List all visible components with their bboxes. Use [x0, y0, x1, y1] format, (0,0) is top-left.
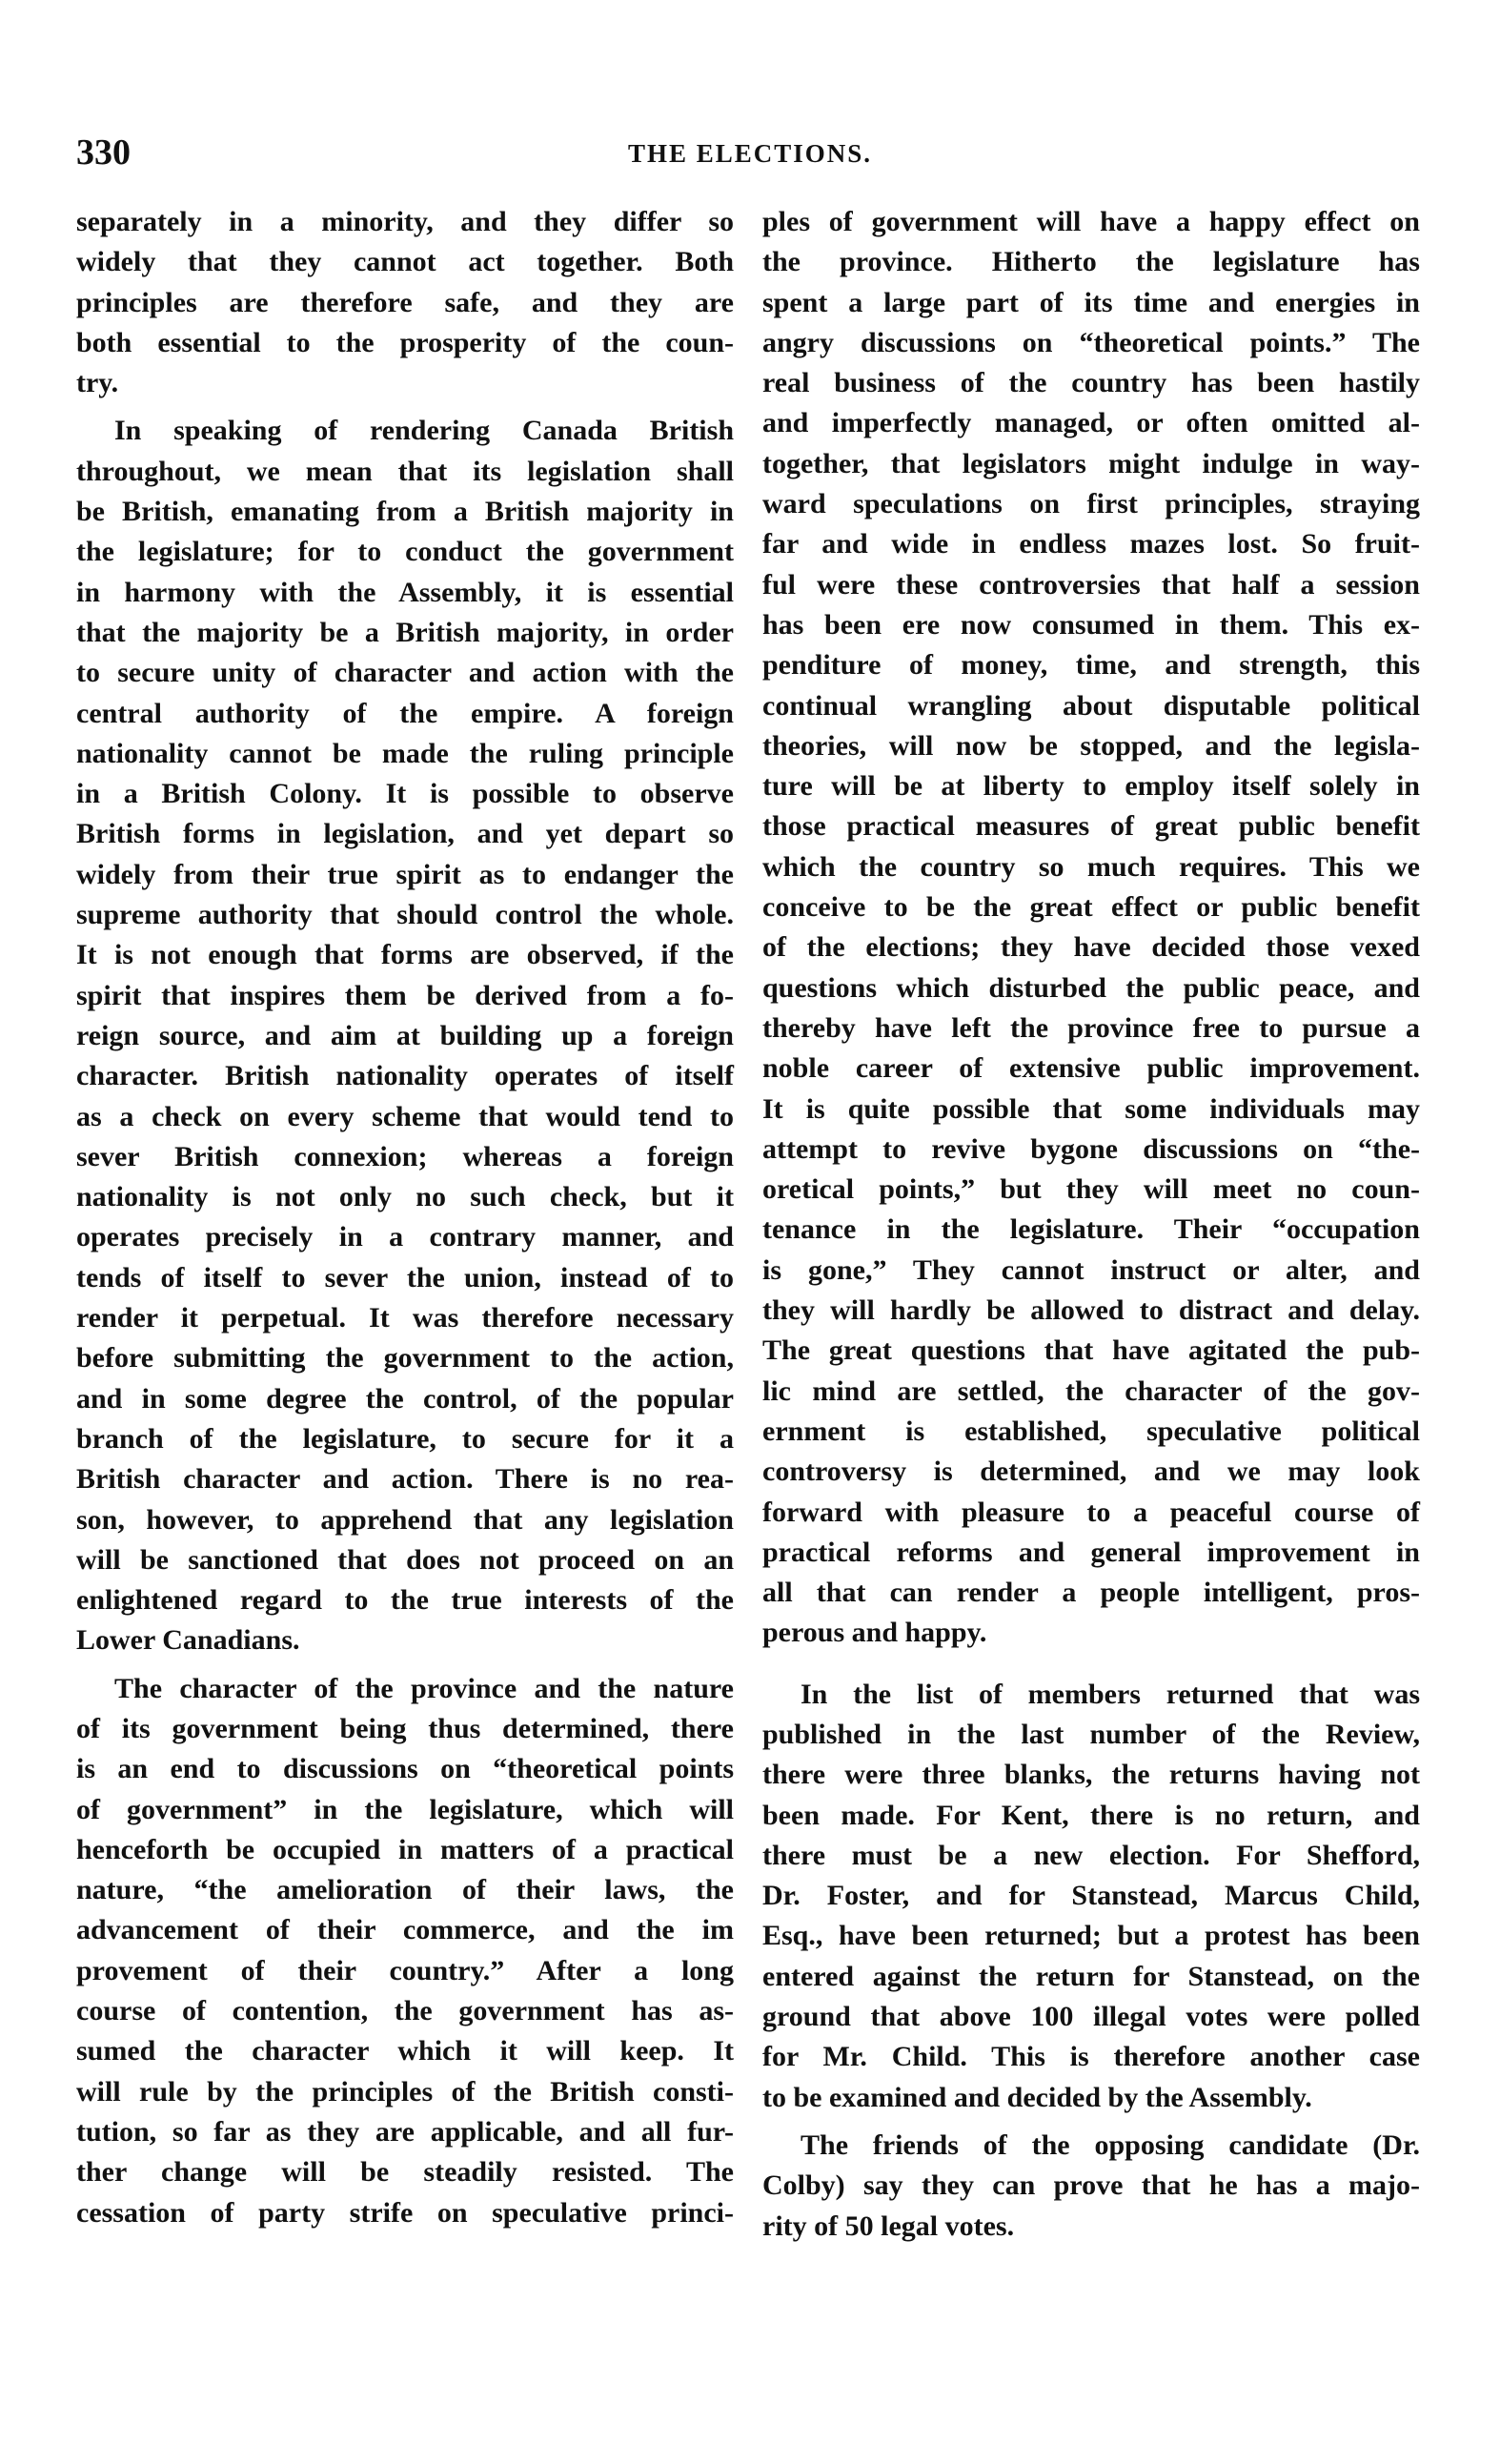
text-line: spent a large part of its time and energies in: [762, 286, 1420, 318]
text-line: nationality is not only no such check, but it: [76, 1181, 734, 1213]
text-line: forward with pleasure to a peaceful course of: [762, 1496, 1420, 1528]
text-line: separately in a minority, and they differ so: [76, 206, 734, 237]
text-line: central authority of the empire. A foreign: [76, 697, 734, 729]
text-line: provement of their country.” After a long: [76, 1954, 734, 1986]
text-line: reign source, and aim at building up a foreign: [76, 1019, 734, 1051]
text-line: has been ere now consumed in them. This ex-: [762, 608, 1420, 641]
text-line: tends of itself to sever the union, instead of to: [76, 1261, 734, 1293]
text-line: principles are therefore safe, and they are: [76, 286, 734, 318]
text-line: thereby have left the province free to pursue a: [762, 1011, 1420, 1044]
text-line: widely from their true spirit as to endanger the: [76, 858, 734, 890]
text-line: cessation of party strife on speculative princi-: [76, 2196, 734, 2229]
text-line: ward speculations on first principles, straying: [762, 488, 1420, 520]
text-line: the legislature; for to conduct the government: [76, 536, 734, 568]
text-line: Dr. Foster, and for Stanstead, Marcus Child,: [762, 1880, 1420, 1912]
text-line: as a check on every scheme that would tend to: [76, 1100, 734, 1132]
text-line: lic mind are settled, the character of the gov-: [762, 1375, 1420, 1407]
text-line: continual wrangling about disputable political: [762, 689, 1420, 722]
text-line: entered against the return for Stanstead, on the: [762, 1960, 1420, 1992]
paragraph: [76, 1669, 734, 2233]
text-line: there were three blanks, the returns having not: [762, 1759, 1420, 1791]
text-line: they will hardly be allowed to distract and delay.: [762, 1294, 1420, 1327]
text-line: which the country so much requires. This we: [762, 850, 1420, 883]
text-line: real business of the country has been hastily: [762, 367, 1420, 399]
text-line: sumed the character which it will keep. It: [76, 2035, 734, 2067]
text-line: ful were these controversies that half a session: [762, 568, 1420, 601]
text-line: rity of 50 legal votes.: [762, 2209, 1015, 2242]
text-line: attempt to revive bygone discussions on “the-: [762, 1132, 1420, 1165]
text-line: nature, “the amelioration of their laws, the: [76, 1874, 734, 1906]
text-line: ples of government will have a happy effect on: [762, 206, 1420, 237]
text-line: British forms in legislation, and yet depart so: [76, 818, 734, 850]
text-line: enlightened regard to the true interests of the: [76, 1584, 734, 1617]
text-line: theories, will now be stopped, and the legisla-: [762, 729, 1420, 762]
text-line: and imperfectly managed, or often omitted al-: [762, 407, 1420, 439]
text-line: Lower Canadians.: [76, 1624, 300, 1657]
text-line: will be sanctioned that does not proceed on an: [76, 1543, 734, 1576]
text-line: been made. For Kent, there is no return, and: [762, 1799, 1420, 1831]
text-line: sever British connexion; whereas a foreign: [76, 1140, 734, 1172]
text-line: ther change will be steadily resisted. The: [76, 2156, 734, 2189]
text-line: before submitting the government to the action,: [76, 1342, 734, 1375]
text-line: will rule by the principles of the British consti-: [76, 2075, 734, 2108]
text-line: both essential to the prosperity of the coun-: [76, 326, 734, 358]
text-line: ture will be at liberty to employ itself solely in: [762, 770, 1420, 803]
text-line: It is quite possible that some individuals may: [762, 1092, 1420, 1125]
text-line: The friends of the opposing candidate (Dr.: [801, 2128, 1420, 2161]
text-line: Colby) say they can prove that he has a majo-: [762, 2169, 1420, 2202]
paragraph: [76, 202, 734, 403]
paragraph: [762, 2126, 1420, 2247]
text-line: conceive to be the great effect or public benefit: [762, 891, 1420, 924]
text-line: to be examined and decided by the Assembly.: [762, 2081, 1312, 2113]
text-line: angry discussions on “theoretical points.” The: [762, 326, 1420, 358]
running-title: THE ELECTIONS.: [627, 139, 873, 168]
text-line: is an end to discussions on “theoretical points: [76, 1753, 734, 1785]
text-line: penditure of money, time, and strength, this: [762, 649, 1420, 682]
text-line: be British, emanating from a British majority in: [76, 496, 734, 528]
text-line: British character and action. There is no rea-: [76, 1463, 734, 1496]
text-line: practical reforms and general improvement in: [762, 1536, 1420, 1568]
text-line: for Mr. Child. This is therefore another case: [762, 2041, 1420, 2073]
text-line: ground that above 100 illegal votes were polled: [762, 2001, 1420, 2033]
text-line: branch of the legislature, to secure for it a: [76, 1422, 734, 1455]
text-line: spirit that inspires them be derived from a fo-: [76, 979, 734, 1011]
text-line: operates precisely in a contrary manner, and: [76, 1221, 734, 1253]
text-line: all that can render a people intelligent, pros-: [762, 1577, 1420, 1609]
text-line: of the elections; they have decided those vexed: [762, 931, 1420, 964]
text-line: It is not enough that forms are observed, if the: [76, 939, 734, 971]
text-line: nationality cannot be made the ruling principle: [76, 737, 734, 769]
text-line: In the list of members returned that was: [801, 1678, 1420, 1710]
text-line: supreme authority that should control the whole.: [76, 899, 734, 931]
text-line: advancement of their commerce, and the im: [76, 1914, 734, 1946]
text-line: Esq., have been returned; but a protest has been: [762, 1920, 1420, 1952]
paragraph: [762, 1675, 1420, 2118]
text-line: to secure unity of character and action with the: [76, 657, 734, 689]
text-line: together, that legislators might indulge in way-: [762, 447, 1420, 479]
text-line: noble career of extensive public improvement.: [762, 1052, 1420, 1085]
text-line: In speaking of rendering Canada British: [114, 415, 734, 447]
text-line: henceforth be occupied in matters of a practical: [76, 1833, 734, 1865]
text-line: published in the last number of the Review,: [762, 1718, 1420, 1750]
text-line: far and wide in endless mazes lost. So fruit-: [762, 528, 1420, 560]
text-line: the province. Hitherto the legislature has: [762, 246, 1420, 278]
text-line: that the majority be a British majority, in order: [76, 616, 734, 648]
text-line: ernment is established, speculative political: [762, 1415, 1420, 1447]
text-line: and in some degree the control, of the popular: [76, 1382, 734, 1415]
text-line: The character of the province and the nature: [114, 1672, 734, 1704]
text-line: questions which disturbed the public peace, and: [762, 971, 1420, 1004]
text-line: oretical points,” but they will meet no coun-: [762, 1173, 1420, 1206]
text-line: tenance in the legislature. Their “occupation: [762, 1213, 1420, 1246]
text-line: tution, so far as they are applicable, and all fur-: [76, 2115, 734, 2148]
text-line: render it perpetual. It was therefore necessary: [76, 1302, 734, 1334]
text-line: in a British Colony. It is possible to observe: [76, 778, 734, 810]
text-line: in harmony with the Assembly, it is essential: [76, 576, 734, 608]
text-line: is gone,” They cannot instruct or alter, and: [762, 1253, 1420, 1286]
text-line: course of contention, the government has as-: [76, 1995, 734, 2027]
text-line: The great questions that have agitated the pub-: [762, 1334, 1420, 1367]
text-line: of its government being thus determined, there: [76, 1712, 734, 1744]
text-column-right: [762, 202, 1420, 2247]
text-line: widely that they cannot act together. Both: [76, 246, 734, 278]
text-line: throughout, we mean that its legislation shall: [76, 455, 734, 487]
text-line: there must be a new election. For Shefford,: [762, 1839, 1420, 1871]
text-line: of government” in the legislature, which will: [76, 1793, 734, 1825]
text-line: those practical measures of great public benefit: [762, 810, 1420, 843]
text-line: perous and happy.: [762, 1617, 987, 1649]
text-line: controversy is determined, and we may look: [762, 1456, 1420, 1488]
text-line: character. British nationality operates of itself: [76, 1060, 734, 1092]
page-number: 330: [76, 132, 131, 173]
text-line: try.: [76, 367, 119, 399]
text-column-left: [76, 202, 734, 2233]
paragraph: [76, 411, 734, 1660]
paragraph: [762, 202, 1420, 1654]
text-line: son, however, to apprehend that any legislation: [76, 1503, 734, 1536]
